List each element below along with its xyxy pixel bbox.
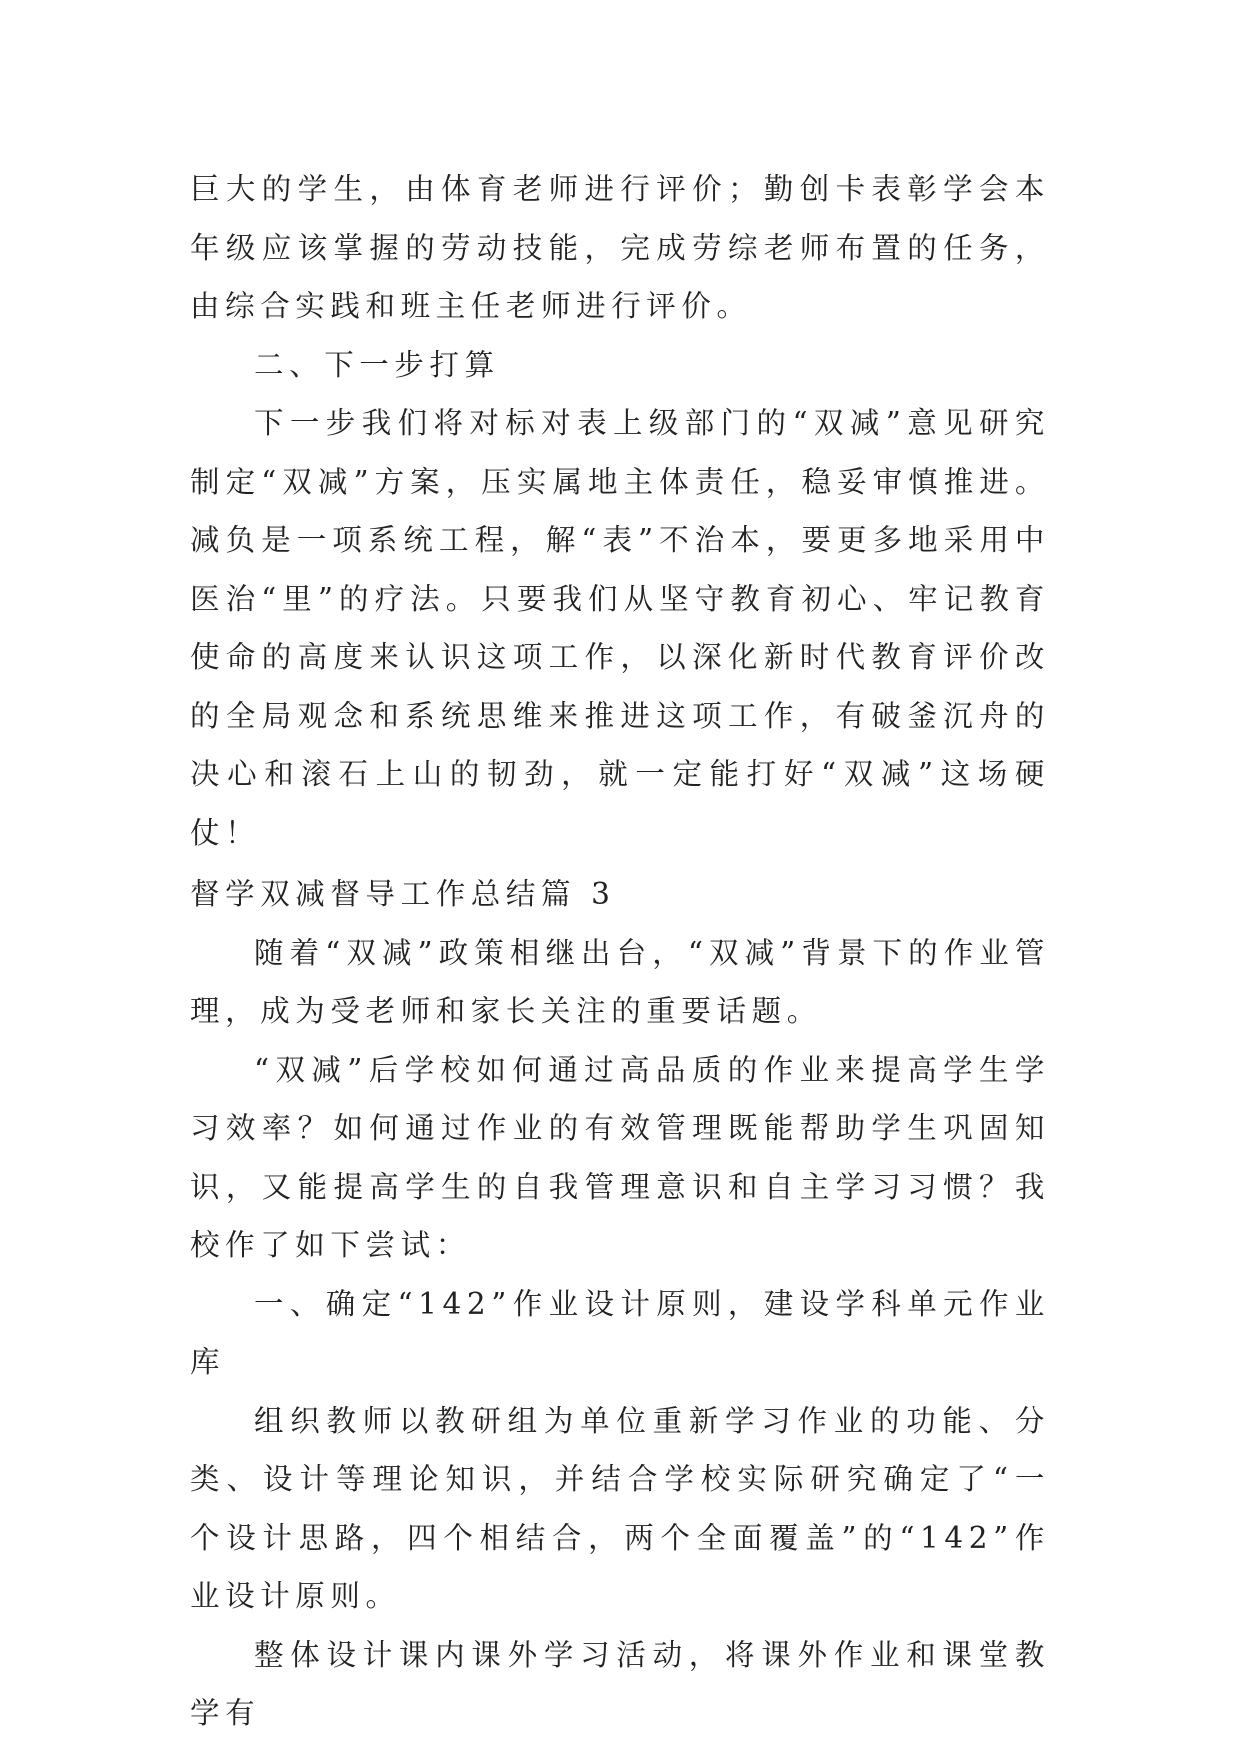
text-block-top <box>190 160 1050 862</box>
paragraph-continued: 巨大的学生，由体育老师进行评价；勤创卡表彰学会本年级应该掌握的劳动技能，完成劳综老师布置的任务，由综合实践和班主任老师进行评价。 <box>190 172 1050 323</box>
paragraph-policy: 随着“双减”政策相继出台，“双减”背景下的作业管理，成为受老师和家长关注的重要话题。 <box>190 935 1050 1028</box>
paragraph-teachers: 组织教师以教研组为单位重新学习作业的功能、分类、设计等理论知识，并结合学校实际研究确定了“一个设计思路，四个相结合，两个全面覆盖”的“142”作业设计原则。 <box>190 1403 1050 1613</box>
next-steps-heading: 二、下一步打算 <box>254 347 500 382</box>
paragraph-design: 整体设计课内课外学习活动，将课外作业和课堂教学有 <box>190 1637 1050 1730</box>
next-steps-paragraph: 下一步我们将对标对表上级部门的“双减”意见研究制定“双减”方案，压实属地主体责任，稳妥审慎推进。减负是一项系统工程，解“表”不治本，要更多地采用中医治“里”的疗法。只要我们从坚守教育初心、牢记教育使命的高度来认识这项工作，以深化新时代教育评价改的全局观念和系统思维来推进这项工作，有破釜沉舟的决心和滚石上山的韧劲，就一定能打好“双减”这场硬仗！ <box>190 406 1050 850</box>
paragraph-question: “双减”后学校如何通过高品质的作业来提高学生学习效率？如何通过作业的有效管理既能帮助学生巩固知识，又能提高学生的自我管理意识和自主学习习惯？我校作了如下尝试： <box>190 1052 1050 1262</box>
text-block-section-3 <box>190 865 1050 1743</box>
subheading-principle: 一、确定“142”作业设计原则，建设学科单元作业库 <box>190 1286 1050 1379</box>
section-title: 督学双减督导工作总结篇 3 <box>190 877 616 911</box>
